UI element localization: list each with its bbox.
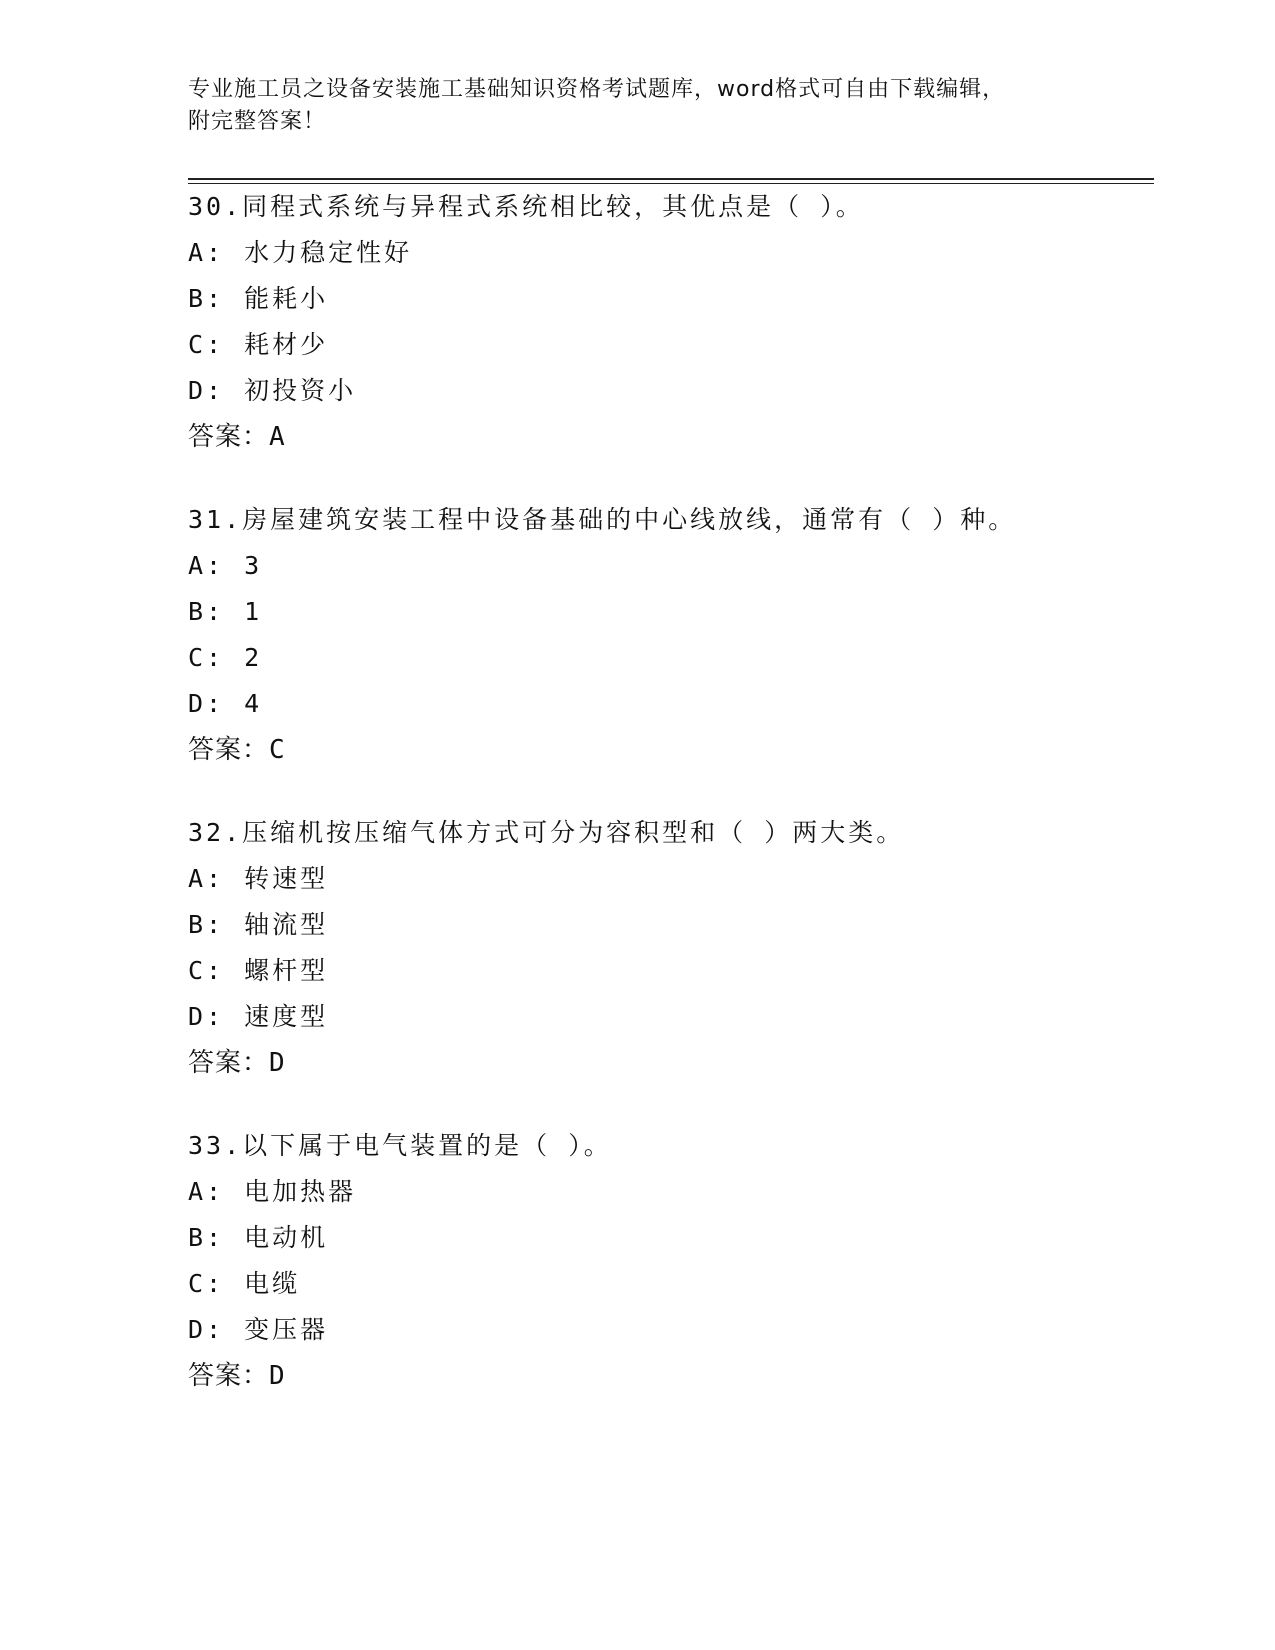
option-label: C: [188, 643, 225, 672]
option-c [188, 948, 1154, 994]
option-text: 初投资小 [244, 376, 357, 405]
option-d [188, 1307, 1154, 1353]
option-label: A: [188, 551, 225, 580]
option-c [188, 322, 1154, 368]
question-stem: 31.房屋建筑安装工程中设备基础的中心线放线，通常有（ ）种。 [188, 505, 1017, 534]
option-d [188, 368, 1154, 414]
option-d [188, 994, 1154, 1040]
answer-prefix: 答案： [188, 735, 270, 765]
option-text: 变压器 [244, 1315, 329, 1344]
option-label: B: [188, 910, 225, 939]
option-label: D: [188, 1002, 225, 1031]
option-label: D: [188, 689, 225, 718]
option-label: A: [188, 238, 225, 267]
option-text: 电加热器 [244, 1177, 357, 1206]
option-a [188, 1169, 1154, 1215]
option-a [188, 230, 1154, 276]
option-text: 1 [244, 597, 263, 626]
option-text: 耗材少 [244, 330, 329, 359]
option-label: D: [188, 376, 225, 405]
option-text: 轴流型 [244, 910, 329, 939]
option-text: 转速型 [244, 864, 329, 893]
document-header [188, 74, 1088, 138]
option-b [188, 589, 1154, 635]
answer-prefix: 答案： [188, 1048, 270, 1078]
question-block [188, 1123, 1154, 1399]
option-text: 水力稳定性好 [244, 238, 413, 267]
answer-line [188, 727, 1154, 773]
question-block [188, 184, 1154, 460]
answer-value: C [269, 735, 286, 765]
answer-value: A [269, 422, 286, 452]
answer-line [188, 1353, 1154, 1399]
option-label: B: [188, 1223, 225, 1252]
option-text: 螺杆型 [244, 956, 329, 985]
option-text: 3 [244, 551, 263, 580]
option-c [188, 635, 1154, 681]
question-stem: 32.压缩机按压缩气体方式可分为容积型和（ ）两大类。 [188, 818, 905, 847]
option-text: 电缆 [244, 1269, 301, 1298]
option-label: C: [188, 330, 225, 359]
header-line-2: 附完整答案！ [188, 109, 327, 134]
option-text: 2 [244, 643, 263, 672]
option-label: B: [188, 597, 225, 626]
question-block [188, 497, 1154, 773]
answer-value: D [269, 1361, 286, 1391]
option-d [188, 681, 1154, 727]
answer-prefix: 答案： [188, 422, 270, 452]
option-text: 4 [244, 689, 263, 718]
option-label: C: [188, 1269, 225, 1298]
header-line-1: 专业施工员之设备安装施工基础知识资格考试题库，word格式可自由下载编辑， [188, 77, 1006, 102]
question-block [188, 810, 1154, 1086]
option-text: 能耗小 [244, 284, 329, 313]
answer-line [188, 414, 1154, 460]
option-c [188, 1261, 1154, 1307]
option-label: C: [188, 956, 225, 985]
answer-line [188, 1040, 1154, 1086]
question-stem: 33.以下属于电气装置的是（ ）。 [188, 1131, 612, 1160]
answer-prefix: 答案： [188, 1361, 270, 1391]
option-b [188, 1215, 1154, 1261]
option-label: A: [188, 864, 225, 893]
option-b [188, 276, 1154, 322]
option-label: B: [188, 284, 225, 313]
option-text: 速度型 [244, 1002, 329, 1031]
option-a [188, 543, 1154, 589]
option-b [188, 902, 1154, 948]
header-divider-thick [188, 178, 1154, 180]
option-text: 电动机 [244, 1223, 329, 1252]
question-stem: 30.同程式系统与异程式系统相比较，其优点是（ ）。 [188, 192, 864, 221]
option-label: A: [188, 1177, 225, 1206]
option-label: D: [188, 1315, 225, 1344]
answer-value: D [269, 1048, 286, 1078]
option-a [188, 856, 1154, 902]
